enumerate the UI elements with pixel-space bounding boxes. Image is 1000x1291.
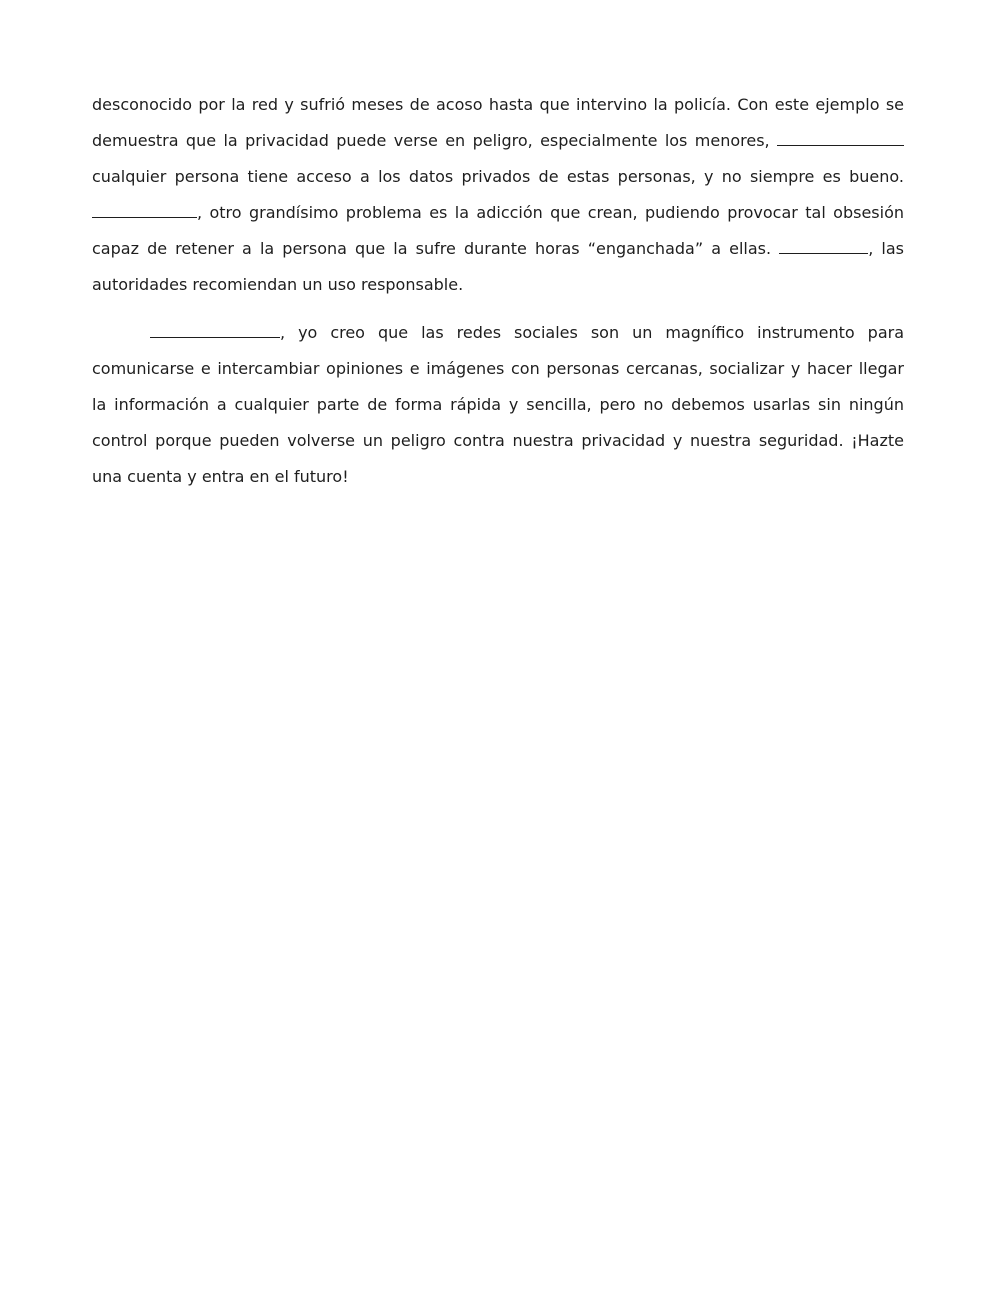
paragraph-1-text-4: , las autoridades recomiendan un uso responsable. <box>92 239 904 294</box>
paragraph-1-text-3: , otro grandísimo problema es la adicción que crean, pudiendo provocar tal obsesión capaz de retener a la persona que la sufre durante horas “enganchada” a ellas. <box>92 203 904 258</box>
fill-in-blank-1[interactable] <box>777 144 904 146</box>
paragraph-1-text-2: cualquier persona tiene acceso a los datos privados de estas personas, y no siempre es bueno. <box>92 167 904 186</box>
fill-in-blank-3[interactable] <box>779 252 868 254</box>
fill-in-blank-4[interactable] <box>150 336 280 338</box>
paragraph-2-text-1: , yo creo que las redes sociales son un magnífico instrumento para comunicarse e intercambiar opiniones e imágenes con personas cercanas, socializar y hacer llegar la información a cualquier parte de forma rápida y sencilla, pero no debemos usarlas sin ningún control porque pueden volverse un peligro contra nuestra privacidad y nuestra seguridad. ¡Hazte una cuenta y entra en el futuro! <box>92 323 904 486</box>
fill-in-blank-2[interactable] <box>92 216 197 218</box>
paragraph-1 <box>92 87 904 303</box>
document-body <box>92 87 904 495</box>
paragraph-1-text-1: desconocido por la red y sufrió meses de acoso hasta que intervino la policía. Con este ejemplo se demuestra que la privacidad puede verse en peligro, especialmente los menores, <box>92 95 904 150</box>
paragraph-2 <box>92 315 904 495</box>
